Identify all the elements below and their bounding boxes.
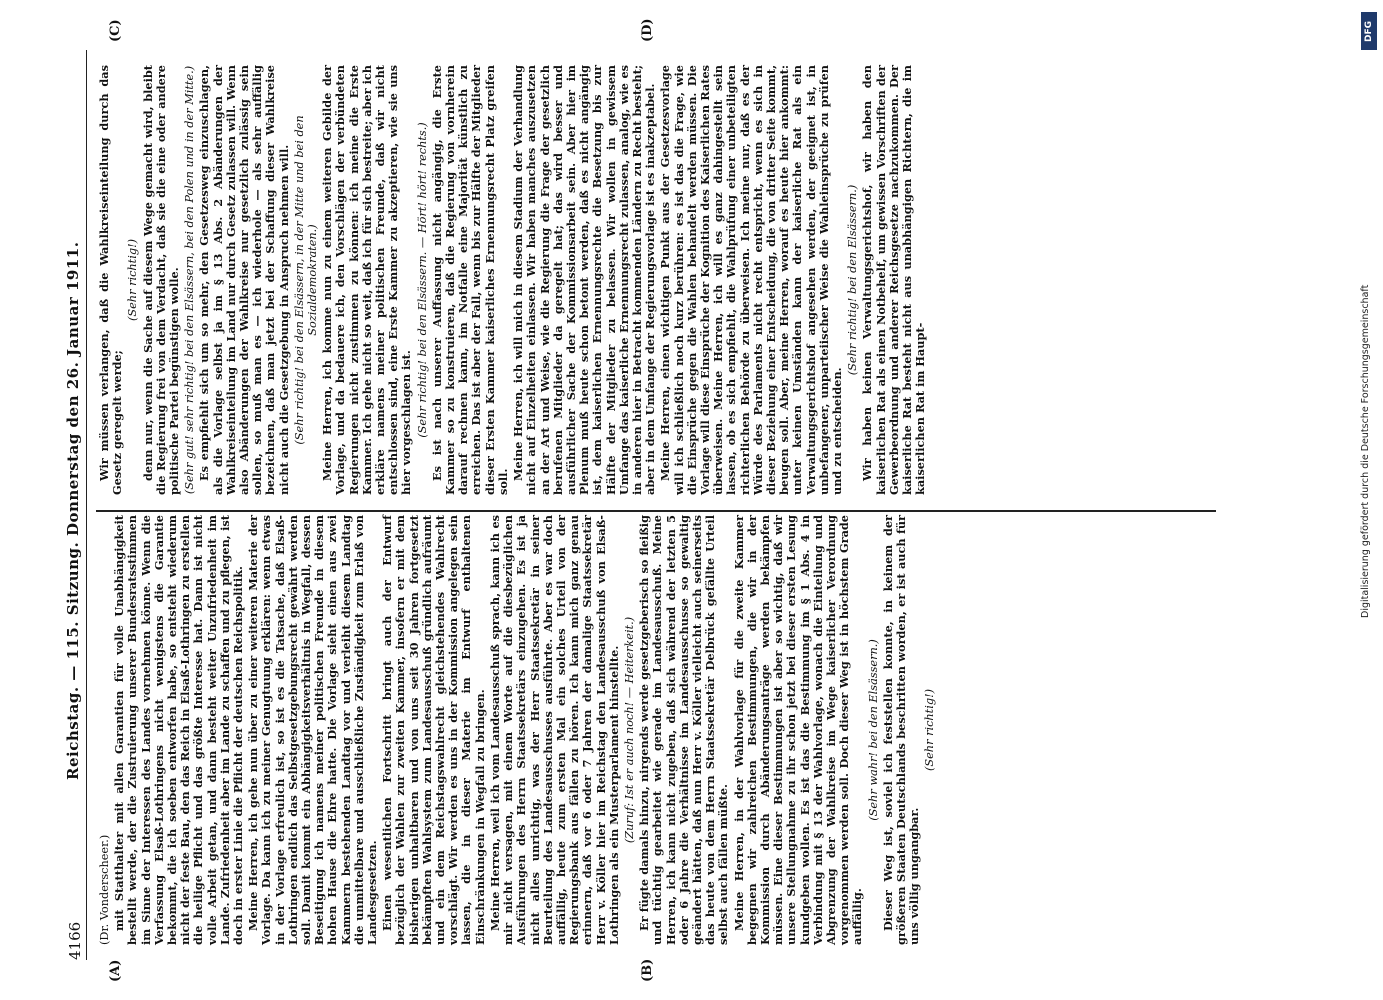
page-number: 4166 xyxy=(66,921,84,960)
paragraph: Meine Herren, in der Wahlvorlage für die zweite Kammer begegnen wir zahlreichen Bestimmungen, die wir in der Kommission durch Abänderungsanträge werden bekämpfen müssen. Eine dieser Bestimmungen ist aber so wichtig, daß wir unsere Stellungnahme zu ihr schon jetzt bei dieser ersten Lesung kundgeben wollen. Es ist das die Bestimmung im § 1 Abs. 4 in Verbindung mit § 13 der Wahlvorlage, wonach die Einteilung und Abgrenzung der Wahlkreise im Wege kaiserlicher Verordnung vorgenommen werden soll. Doch dieser Weg ist in höchstem Grade auffällig. xyxy=(731,515,865,945)
paragraph: denn nur, wenn die Sache auf diesem Wege gemacht wird, bleibt die Regierung frei von dem Verdacht, daß sie die eine oder andere politische Partei begünstigen wolle. xyxy=(140,65,182,495)
interjection: (Sehr wahr! bei den Elsässern.) xyxy=(866,639,880,821)
paragraph: Meine Herren, weil ich vom Landesausschuß sprach, kann ich es mir nicht versagen, mit einem Worte auf die diesbezüglichen Ausführungen des Herrn Staatssekretärs einzugehen. Es ist ja nicht alles unrichtig, was der Herr Staatssekretär in seiner Beurteilung des Landesausschusses ausführte. Aber es war doch auffällig, heute zum ersten Mal ein solches Urteil von der Regierungsbank aus fällen zu hören. Ich kann mich ganz genau erinnern, daß vor 6 oder 7 Jahren der damalige Staatssekretär Herr v. Köller hier im Reichstag den Landesausschuß von Elsaß-Lothringen als ein Musterparlament hinstellte. xyxy=(487,515,621,945)
margin-marker-c: (C) xyxy=(108,19,123,42)
interjection: (Sehr richtig!) xyxy=(923,688,937,772)
interjection: (Zuruf: Ist er auch noch! — Heiterkeit.) xyxy=(622,616,636,844)
digitization-credit: Digitalisierung gefördert durch die Deutsche Forschungsgemeinschaft xyxy=(1360,284,1371,618)
interjection: (Sehr richtig! bei den Elsässern. — Hört! hört! rechts.) xyxy=(415,122,429,438)
interjection: (Sehr richtig! bei den Elsässern.) xyxy=(846,184,860,376)
paragraph: Wir haben keinen Verwaltungsgerichtshof, wir haben den kaiserlichen Rat als einen Notbehelf, um gewissen Vorschriften der Gewerbeordnung und anderer Reichsgesetze nachzukommen. Der kaiserliche Rat besteht nicht aus unabhängigen Richtern, die im kaiserlichen Rat im Haupt- xyxy=(860,65,928,495)
paragraph: Meine Herren, ich will mich in diesem Stadium der Verhandlung nicht auf Einzelheiten einlassen. Wir haben manches auszusetzen an der Art und Weise, wie die Regierung die Frage der gesetzlich berufenen Mitglieder da geregelt hat; das wird besser und ausführlicher Sache der Kommissionsarbeit sein. Aber hier im Plenum muß heute schon betont werden, daß es nicht angängig ist, dem kaiserlichen Ernennungsrechte die Besetzung bis zur Hälfte der Mitglieder zu belassen. Wir wollen in gewissem Umfange das kaiserliche Ernennungsrecht zulassen, analog, wie es in anderen hier in Betracht kommenden Ländern zu Recht besteht; aber in dem Umfange der Regierungsvorlage ist es inakzeptabel. xyxy=(511,65,658,495)
interjection: (Sehr gut! sehr richtig! bei den Elsässern, bei den Polen und in der Mitte.) xyxy=(183,65,197,495)
right-column xyxy=(98,65,1198,495)
left-column xyxy=(98,515,1198,945)
paragraph: Meine Herren, einen wichtigen Punkt aus der Gesetzesvorlage will ich schließlich noch kurz berühren: es ist das die Frage, wie die Einsprüche gegen die Wahlen behandelt werden müssen. Die Vorlage will diese Einsprüche der Kognition des Kaiserlichen Rates überweisen. Meine Herren, ich will es ganz dahingestellt sein lassen, ob es sich empfiehlt, die Wahlprüfung einer unbeteiligten richterlichen Behörde zu überweisen. Ich meine nur, daß es der Würde des Parlaments nicht recht entspricht, wenn es sich in dieser Beziehung einer Entscheidung, die von dritter Seite kommt, beugen soll. Aber, meine Herren, worauf es heute hier ankommt: unter keinen Umständen kann der kaiserliche Rat als ein Verwaltungsgerichtshof angesehen werden, der geeignet ist, in unbefangener, unparteiischer Weise die Wahleinsprüche zu prüfen und zu entscheiden. xyxy=(658,65,844,495)
interjection: (Sehr richtig! bei den Elsässern, in der Mitte und bei den Sozialdemokraten.) xyxy=(292,115,320,445)
margin-marker-a: (A) xyxy=(108,959,123,982)
margin-marker-b: (B) xyxy=(640,958,655,982)
column-divider xyxy=(96,510,1216,512)
paragraph: Er fügte damals hinzu, nirgends werde gesetzgeberisch so fleißig und tüchtig gearbeitet wie gerade im Landesausschuß. Meine Herren, ich kann nicht zugeben, daß sich während der letzten 5 oder 6 Jahre die Verhältnisse im Landesausschusse so gewaltig geändert hätten, daß nun Herr v. Köller vielleicht auch seinerseits das heute von dem Herrn Staatssekretär Delbrück gefällte Urteil selbst auch fällen müßte. xyxy=(637,515,731,945)
paragraph: Es ist nach unserer Auffassung nicht angängig, die Erste Kammer so zu konstruieren, daß die Regierung von vornherein darauf rechnen kann, im Notfalle eine Majorität künstlich zu erreichen. Das ist aber der Fall, wenn bis zur Hälfte der Mitglieder dieser Ersten Kammer kaiserliches Ernennungsrecht Platz greifen soll. xyxy=(429,65,510,495)
interjection: (Sehr richtig!) xyxy=(126,238,140,322)
paragraph: Meine Herren, ich komme nun zu einem weiteren Gebilde der Vorlage, und da bedauere ich, den Vorschlägen der verbündeten Regierungen nicht zustimmen zu können: ich meine die Erste Kammer. Ich gehe nicht so weit, daß ich für sich bestreite; aber ich erkläre namens meiner politischen Freunde, daß wir nicht entschlossen sind, eine Erste Kammer zu akzeptieren, wie sie uns hier vorgeschlagen ist. xyxy=(320,65,414,495)
header-rule xyxy=(86,50,87,960)
running-title: Reichstag. — 115. Sitzung. Donnerstag den 26. Januar 1911. xyxy=(64,241,82,780)
dfg-logo: DFG xyxy=(1361,12,1377,50)
paragraph: mit Statthalter mit allen Garantien für volle Unabhängigkeit bestellt werde, der die Zustruierung unserer Bundesratsstimmen im Sinne der Interessen des Landes vornehmen könne. Wenn die Verfassung Elsaß-Lothringens nicht wenigstens die Garantie bekommt, die ich soeben entworfen habe, so entsteht wiederum nicht der feste Bau, den das Reich in Elsaß-Lothringen zu erstellen die heilige Pflicht und das größte Interesse hat. Dann ist nicht volle Arbeit getan, und dann besteht weiter Unzufriedenheit im Lande. Zufriedenheit aber im Lande zu schaffen und zu pflegen, ist doch in erster Linie die Pflicht der deutschen Reichspolitik. xyxy=(112,515,246,945)
paragraph: Es empfiehlt sich um so mehr, den Gesetzesweg einzuschlagen, als die Vorlage selbst ja im § 13 Abs. 2 Abänderungen der Wahlkreiseinteilung im Land nur durch Gesetz zulassen will. Wenn also Abänderungen der Wahlkreise nur gesetzlich zulässig sein sollen, so muß man es — ich wiederhole — als sehr auffällig bezeichnen, daß man jetzt bei der Schaffung dieser Wahlkreise nicht auch die Gesetzgebung in Anspruch nehmen will. xyxy=(197,65,291,495)
paragraph: Dieser Weg ist, soviel ich feststellen konnte, in keinem der größeren Staaten Deutschlands beschritten worden, er ist auch für uns völlig ungangbar. xyxy=(880,515,922,945)
margin-marker-d: (D) xyxy=(640,18,655,42)
paragraph: Meine Herren, ich gehe nun über zu einer weiteren Materie der Vorlage. Da kann ich zu meiner Genugtuung erklären: wenn etwas in der Vorlage erfreulich ist, so ist es die Tatsache, daß Elsaß-Lothringen endlich das Selbstgesetzgebungsrecht gewährt werden soll. Damit kommt ein Abhängigkeitsverhältnis in Wegfall, dessen Beseitigung ich namens meiner politischen Freunde in diesem hohen Hause die Ehre hatte. Die Vorlage sieht einen aus zwei Kammern bestehenden Landtag vor und verleiht diesem Landtag die unmittelbare und ausschließliche Zuständigkeit zum Erlaß von Landesgesetzen. xyxy=(246,515,380,945)
digitization-sidebar xyxy=(1360,8,1382,998)
paragraph: Wir müssen verlangen, daß die Wahlkreiseinteilung durch das Gesetz geregelt werde; xyxy=(97,65,125,495)
speaker-label: (Dr. Vonderscheer.) xyxy=(98,834,111,945)
paragraph: Einen wesentlichen Fortschritt bringt auch der Entwurf bezüglich der Wahlen zur zweiten Kammer, insofern er mit dem bisherigen unhaltbaren und von uns seit 30 Jahren fortgesetzt bekämpften Wahlsystem zum Landesausschuß gründlich aufräumt und ein dem Reichstagswahlrecht gleichstehendes Wahlrecht vorschlägt. Wir werden es uns in der Kommission angelegen sein lassen, die in dieser Materie im Entwurf enthaltenen Einschränkungen in Wegfall zu bringen. xyxy=(380,515,487,945)
